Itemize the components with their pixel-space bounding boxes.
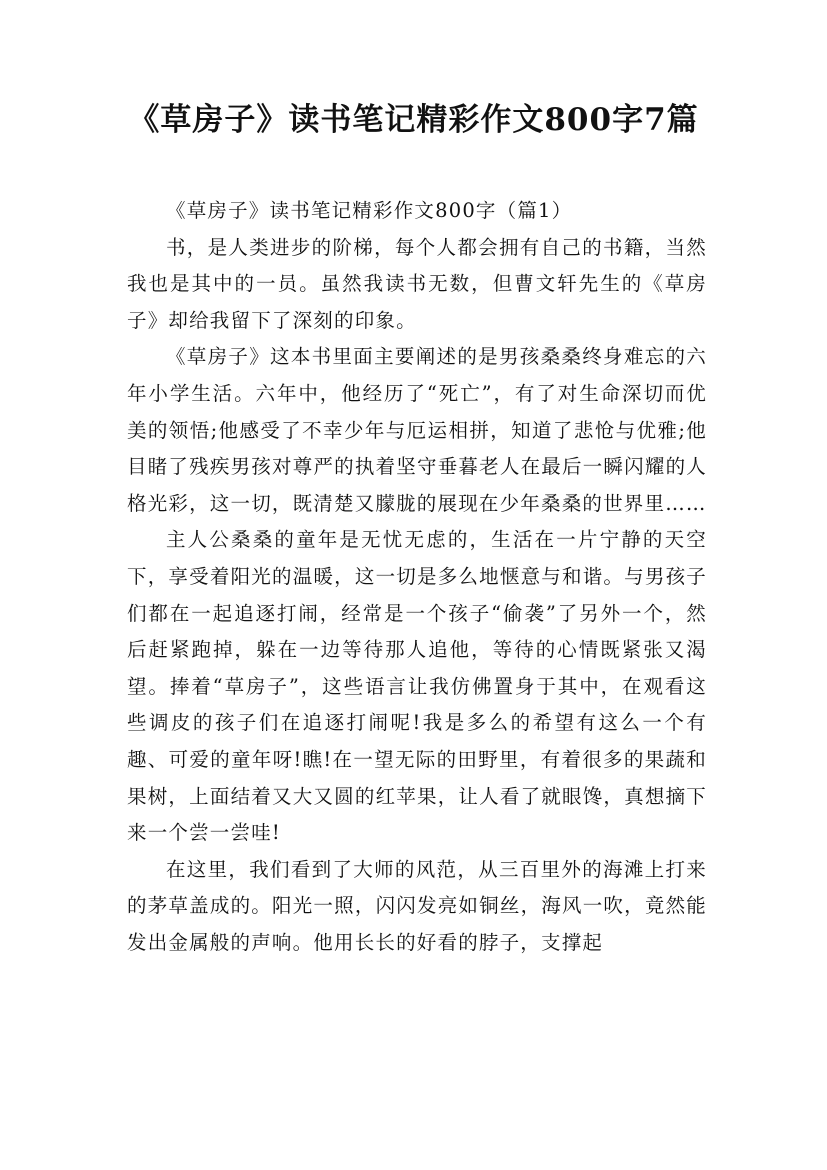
paragraph-2: 《草房子》这本书里面主要阐述的是男孩桑桑终身难忘的六年小学生活。六年中，他经历了“死亡”，有了对生命深切而优美的领悟;他感受了不幸少年与厄运相拼，知道了悲怆与优雅;他目睹了残疾男孩对尊严的执着坚守垂暮老人在最后一瞬闪耀的人格光彩，这一切，既清楚又朦胧的展现在少年桑桑的世界里……: [127, 345, 707, 515]
document-body: [127, 193, 707, 961]
paragraph-4: 在这里，我们看到了大师的风范，从三百里外的海滩上打来的茅草盖成的。阳光一照，闪闪发亮如铜丝，海风一吹，竟然能发出金属般的声响。他用长长的好看的脖子，支撑起: [127, 857, 707, 954]
section-heading: 《草房子》读书笔记精彩作文800字（篇1）: [166, 199, 573, 222]
paragraph-1: 书，是人类进步的阶梯，每个人都会拥有自己的书籍，当然我也是其中的一员。虽然我读书无数，但曹文轩先生的《草房子》却给我留下了深刻的印象。: [127, 235, 707, 332]
paragraph-3: 主人公桑桑的童年是无忧无虑的，生活在一片宁静的天空下，享受着阳光的温暖，这一切是多么地惬意与和谐。与男孩子们都在一起追逐打闹，经常是一个孩子“偷袭”了另外一个，然后赶紧跑掉，躲在一边等待那人追他，等待的心情既紧张又渴望。捧着“草房子”，这些语言让我仿佛置身于其中，在观看这些调皮的孩子们在追逐打闹呢!我是多么的希望有这么一个有趣、可爱的童年呀!瞧!在一望无际的田野里，有着很多的果蔬和果树，上面结着又大又圆的红苹果，让人看了就眼馋，真想摘下来一个尝一尝哇!: [127, 528, 707, 845]
document-title: 《草房子》读书笔记精彩作文800字7篇: [128, 102, 699, 138]
